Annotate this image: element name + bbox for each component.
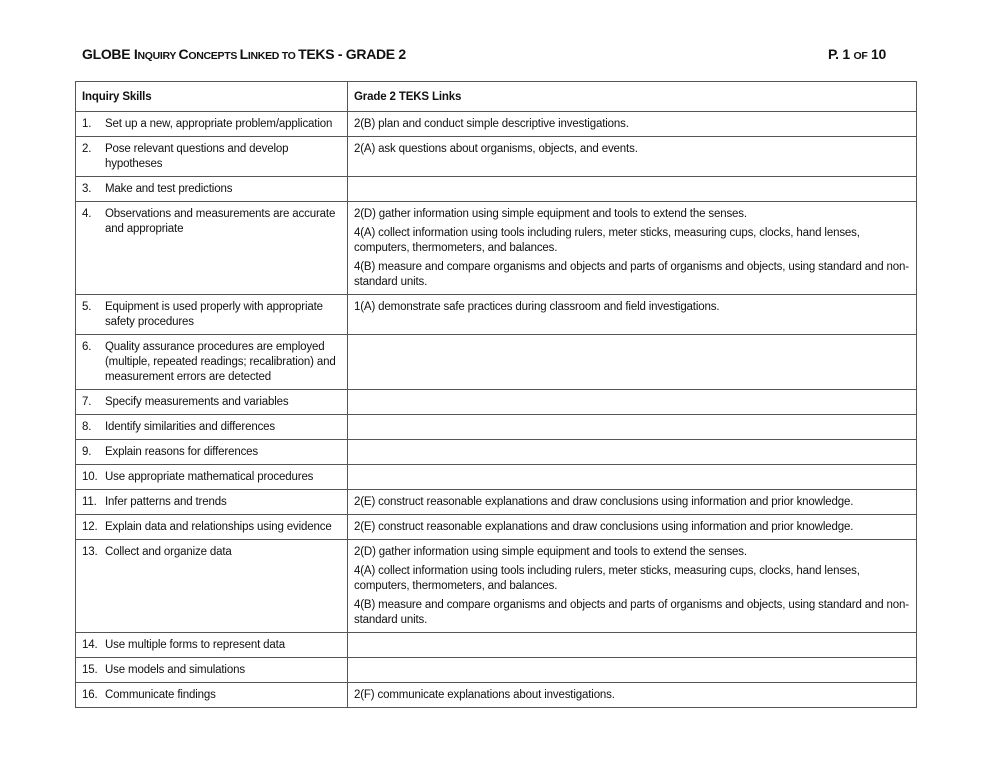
table-row: [76, 335, 917, 390]
teks-link-cell: [348, 335, 917, 390]
teks-link-text: 2(B) plan and conduct simple descriptive investigations.: [354, 118, 629, 130]
inquiry-skill-cell: [76, 415, 348, 440]
table-row: [76, 177, 917, 202]
inquiry-skill-cell: [76, 295, 348, 335]
skill-number: 12.: [82, 521, 98, 533]
skill-text: Collect and organize data: [105, 546, 232, 558]
table-row: [76, 633, 917, 658]
table-row: [76, 658, 917, 683]
teks-link-text: 1(A) demonstrate safe practices during classroom and field investigations.: [354, 301, 720, 313]
teks-link-cell: [348, 490, 917, 515]
teks-link-cell: [348, 515, 917, 540]
teks-link-text: 2(E) construct reasonable explanations and draw conclusions using information and prior knowledge.: [354, 521, 854, 533]
page-number: P. 1 OF 10: [827, 46, 886, 62]
skill-text: Specify measurements and variables: [105, 396, 289, 408]
skill-text: Equipment is used properly with appropriate safety procedures: [105, 301, 323, 328]
teks-link-text: 2(E) construct reasonable explanations and draw conclusions using information and prior knowledge.: [354, 496, 854, 508]
table-header-row: [76, 82, 917, 112]
teks-links-table: [75, 81, 917, 708]
skill-text: Observations and measurements are accurate and appropriate: [105, 208, 336, 235]
teks-link-cell: [348, 415, 917, 440]
skill-number: 14.: [82, 639, 98, 651]
teks-link-cell: [348, 177, 917, 202]
teks-link-cell: [348, 202, 917, 295]
skill-text: Explain data and relationships using evidence: [105, 521, 332, 533]
inquiry-skill-cell: [76, 137, 348, 177]
inquiry-skill-cell: [76, 515, 348, 540]
skill-text: Use appropriate mathematical procedures: [105, 471, 314, 483]
teks-link-text: 2(F) communicate explanations about investigations.: [354, 689, 615, 701]
skill-number: 15.: [82, 664, 98, 676]
skill-text: Set up a new, appropriate problem/application: [105, 118, 333, 130]
teks-link-text: 4(A) collect information using tools including rulers, meter sticks, measuring cups, clocks, hand lenses, computers, thermometers, and balances.: [354, 565, 860, 592]
inquiry-skill-cell: [76, 465, 348, 490]
table-row: [76, 515, 917, 540]
teks-link-cell: [348, 683, 917, 708]
inquiry-skill-cell: [76, 540, 348, 633]
skill-number: 8.: [82, 421, 92, 433]
skill-number: 3.: [82, 183, 92, 195]
skill-number: 2.: [82, 143, 92, 155]
skill-number: 4.: [82, 208, 92, 220]
teks-link-text: 2(D) gather information using simple equipment and tools to extend the senses.: [354, 546, 747, 558]
teks-link-cell: [348, 390, 917, 415]
teks-link-cell: [348, 658, 917, 683]
skill-number: 7.: [82, 396, 92, 408]
skill-number: 11.: [82, 496, 97, 508]
teks-link-cell: [348, 295, 917, 335]
table-row: [76, 137, 917, 177]
table-row: [76, 440, 917, 465]
inquiry-skill-cell: [76, 683, 348, 708]
skill-text: Communicate findings: [105, 689, 216, 701]
table-row: [76, 490, 917, 515]
document-title: GLOBE INQUIRY CONCEPTS LINKED TO TEKS - GRADE 2: [82, 46, 406, 62]
inquiry-skill-cell: [76, 658, 348, 683]
teks-link-text: 4(B) measure and compare organisms and objects and parts of organisms and objects, using standard and non-standard units.: [354, 261, 909, 288]
inquiry-skill-cell: [76, 202, 348, 295]
table-row: [76, 540, 917, 633]
skill-text: Quality assurance procedures are employed (multiple, repeated readings; recalibration) and measurement errors are detected: [105, 341, 336, 383]
inquiry-skill-cell: [76, 112, 348, 137]
teks-link-text: 2(A) ask questions about organisms, objects, and events.: [354, 143, 638, 155]
teks-link-text: 4(B) measure and compare organisms and objects and parts of organisms and objects, using standard and non-standard units.: [354, 599, 909, 626]
inquiry-skill-cell: [76, 490, 348, 515]
teks-link-cell: [348, 440, 917, 465]
table-row: [76, 683, 917, 708]
skill-text: Infer patterns and trends: [105, 496, 227, 508]
skill-number: 1.: [82, 118, 92, 130]
teks-link-cell: [348, 540, 917, 633]
teks-link-text: 4(A) collect information using tools including rulers, meter sticks, measuring cups, clocks, hand lenses, computers, thermometers, and balances.: [354, 227, 860, 254]
column-header-teks-links: Grade 2 TEKS Links: [348, 82, 917, 112]
skill-number: 5.: [82, 301, 92, 313]
inquiry-skill-cell: [76, 335, 348, 390]
teks-link-text: 2(D) gather information using simple equipment and tools to extend the senses.: [354, 208, 747, 220]
skill-text: Use models and simulations: [105, 664, 245, 676]
skill-number: 9.: [82, 446, 92, 458]
table-row: [76, 202, 917, 295]
table-row: [76, 415, 917, 440]
skill-text: Pose relevant questions and develop hypotheses: [105, 143, 289, 170]
page-header: [82, 46, 886, 66]
skill-number: 16.: [82, 689, 98, 701]
skill-text: Use multiple forms to represent data: [105, 639, 285, 651]
inquiry-skill-cell: [76, 390, 348, 415]
teks-link-cell: [348, 137, 917, 177]
teks-link-cell: [348, 633, 917, 658]
inquiry-skill-cell: [76, 633, 348, 658]
skill-text: Make and test predictions: [105, 183, 233, 195]
skill-number: 13.: [82, 546, 98, 558]
skill-number: 6.: [82, 341, 92, 353]
inquiry-skill-cell: [76, 440, 348, 465]
column-header-inquiry-skills: Inquiry Skills: [76, 82, 348, 112]
skill-text: Identify similarities and differences: [105, 421, 276, 433]
skill-text: Explain reasons for differences: [105, 446, 259, 458]
table-row: [76, 465, 917, 490]
teks-link-cell: [348, 112, 917, 137]
skill-number: 10.: [82, 471, 98, 483]
teks-link-cell: [348, 465, 917, 490]
table-row: [76, 295, 917, 335]
table-row: [76, 390, 917, 415]
inquiry-skill-cell: [76, 177, 348, 202]
table-row: [76, 112, 917, 137]
